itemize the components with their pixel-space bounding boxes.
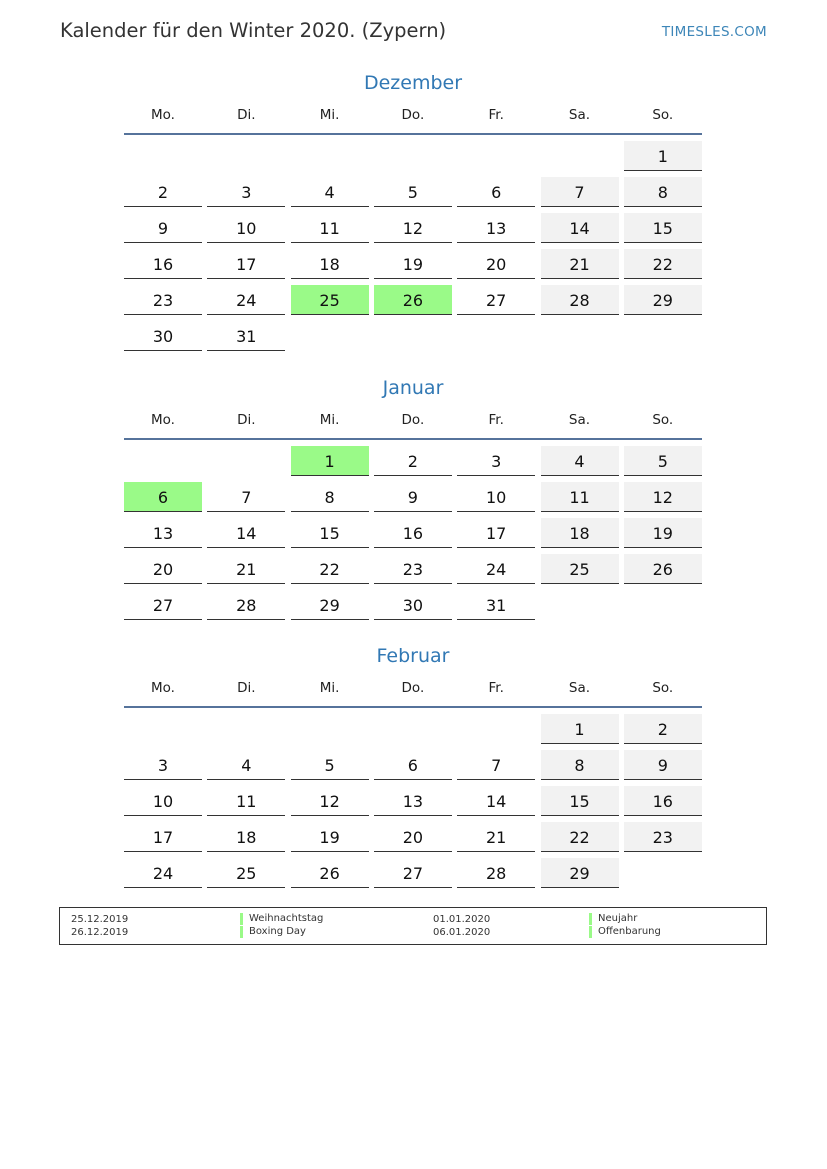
weekday-label: Sa. [568,680,591,696]
weekday-label: Do. [401,680,425,696]
day-cell: 11 [541,482,619,512]
day-cell: 5 [291,750,369,780]
header-divider [124,438,702,440]
legend-date: 06.01.2020 [433,927,491,938]
day-cell: 24 [457,554,535,584]
day-cell: 25 [541,554,619,584]
day-cell: 8 [541,750,619,780]
weekday-label: So. [652,680,674,696]
holiday-day-cell: 25 [291,285,369,315]
day-cell: 16 [124,249,202,279]
day-cell: 15 [624,213,702,243]
day-cell: 7 [207,482,285,512]
weekday-label: Mi. [319,107,340,123]
day-cell: 5 [624,446,702,476]
weekday-header [124,105,702,135]
day-cell: 22 [624,249,702,279]
day-cell: 13 [374,786,452,816]
brand-link[interactable]: TIMESLES.COM [661,24,767,40]
day-cell: 12 [624,482,702,512]
header-divider [124,133,702,135]
day-cell: 2 [624,714,702,744]
month-february [124,644,702,883]
day-cell: 16 [624,786,702,816]
day-cell: 21 [207,554,285,584]
day-cell: 1 [541,714,619,744]
day-cell: 14 [207,518,285,548]
day-cell: 8 [624,177,702,207]
weekday-label: Mo. [151,680,175,696]
day-cell: 15 [541,786,619,816]
day-cell: 5 [374,177,452,207]
weekday-label: Di. [237,680,256,696]
weekday-label: Do. [401,412,425,428]
weekday-label: Mo. [151,107,175,123]
holiday-day-cell: 6 [124,482,202,512]
day-cell: 21 [541,249,619,279]
day-cell: 30 [374,590,452,620]
legend-holiday-name: Weihnachtstag [240,913,323,925]
month-january [124,376,702,615]
day-cell: 11 [207,786,285,816]
day-cell: 21 [457,822,535,852]
weekday-label: Di. [237,107,256,123]
day-cell: 19 [291,822,369,852]
day-cell: 10 [124,786,202,816]
day-cell: 1 [624,141,702,171]
month-december [124,71,702,346]
weekday-header [124,410,702,440]
day-cell: 4 [207,750,285,780]
day-cell: 13 [457,213,535,243]
day-cell: 9 [374,482,452,512]
day-cell: 29 [624,285,702,315]
day-cell: 14 [541,213,619,243]
legend-holiday-name: Offenbarung [589,926,661,938]
day-cell: 7 [457,750,535,780]
day-cell: 25 [207,858,285,888]
weekday-label: Do. [401,107,425,123]
month-name: Februar [376,645,450,667]
weekday-label: Sa. [568,412,591,428]
legend-holiday-name: Neujahr [589,913,637,925]
day-cell: 6 [374,750,452,780]
weekday-label: Mi. [319,680,340,696]
weekday-label: Di. [237,412,256,428]
day-cell: 12 [291,786,369,816]
holiday-day-cell: 1 [291,446,369,476]
day-cell: 17 [124,822,202,852]
day-cell: 27 [124,590,202,620]
day-cell: 18 [291,249,369,279]
day-cell: 18 [207,822,285,852]
day-cell: 23 [124,285,202,315]
day-cell: 4 [291,177,369,207]
legend-date: 25.12.2019 [71,914,129,925]
day-cell: 18 [541,518,619,548]
day-cell: 24 [207,285,285,315]
day-cell: 11 [291,213,369,243]
weekday-label: So. [652,107,674,123]
day-cell: 17 [457,518,535,548]
day-cell: 14 [457,786,535,816]
weekday-label: So. [652,412,674,428]
legend-date: 26.12.2019 [71,927,129,938]
day-cell: 19 [624,518,702,548]
day-cell: 23 [374,554,452,584]
day-cell: 30 [124,321,202,351]
day-cell: 26 [291,858,369,888]
day-cell: 9 [624,750,702,780]
day-cell: 10 [457,482,535,512]
day-cell: 28 [457,858,535,888]
day-cell: 28 [207,590,285,620]
day-cell: 3 [124,750,202,780]
holiday-legend [59,907,767,945]
header-divider [124,706,702,708]
day-cell: 6 [457,177,535,207]
page-title: Kalender für den Winter 2020. (Zypern) [60,19,447,42]
day-cell: 4 [541,446,619,476]
day-cell: 17 [207,249,285,279]
day-cell: 20 [457,249,535,279]
day-cell: 2 [374,446,452,476]
weekday-label: Mo. [151,412,175,428]
day-cell: 31 [457,590,535,620]
day-cell: 20 [374,822,452,852]
day-cell: 2 [124,177,202,207]
day-cell: 7 [541,177,619,207]
weekday-label: Sa. [568,107,591,123]
day-cell: 29 [541,858,619,888]
day-cell: 27 [457,285,535,315]
day-cell: 8 [291,482,369,512]
weekday-label: Mi. [319,412,340,428]
day-cell: 24 [124,858,202,888]
weekday-label: Fr. [488,107,504,123]
day-cell: 31 [207,321,285,351]
day-cell: 3 [457,446,535,476]
day-cell: 20 [124,554,202,584]
weekday-label: Fr. [488,412,504,428]
day-cell: 28 [541,285,619,315]
month-name: Dezember [363,72,463,94]
day-cell: 13 [124,518,202,548]
day-cell: 27 [374,858,452,888]
day-cell: 10 [207,213,285,243]
weekday-label: Fr. [488,680,504,696]
day-cell: 22 [541,822,619,852]
day-cell: 15 [291,518,369,548]
legend-date: 01.01.2020 [433,914,491,925]
day-cell: 9 [124,213,202,243]
holiday-day-cell: 26 [374,285,452,315]
day-cell: 23 [624,822,702,852]
day-cell: 26 [624,554,702,584]
day-cell: 12 [374,213,452,243]
weekday-header [124,678,702,708]
day-cell: 22 [291,554,369,584]
legend-holiday-name: Boxing Day [240,926,306,938]
day-cell: 3 [207,177,285,207]
day-cell: 29 [291,590,369,620]
day-cell: 16 [374,518,452,548]
day-cell: 19 [374,249,452,279]
month-name: Januar [382,377,444,399]
